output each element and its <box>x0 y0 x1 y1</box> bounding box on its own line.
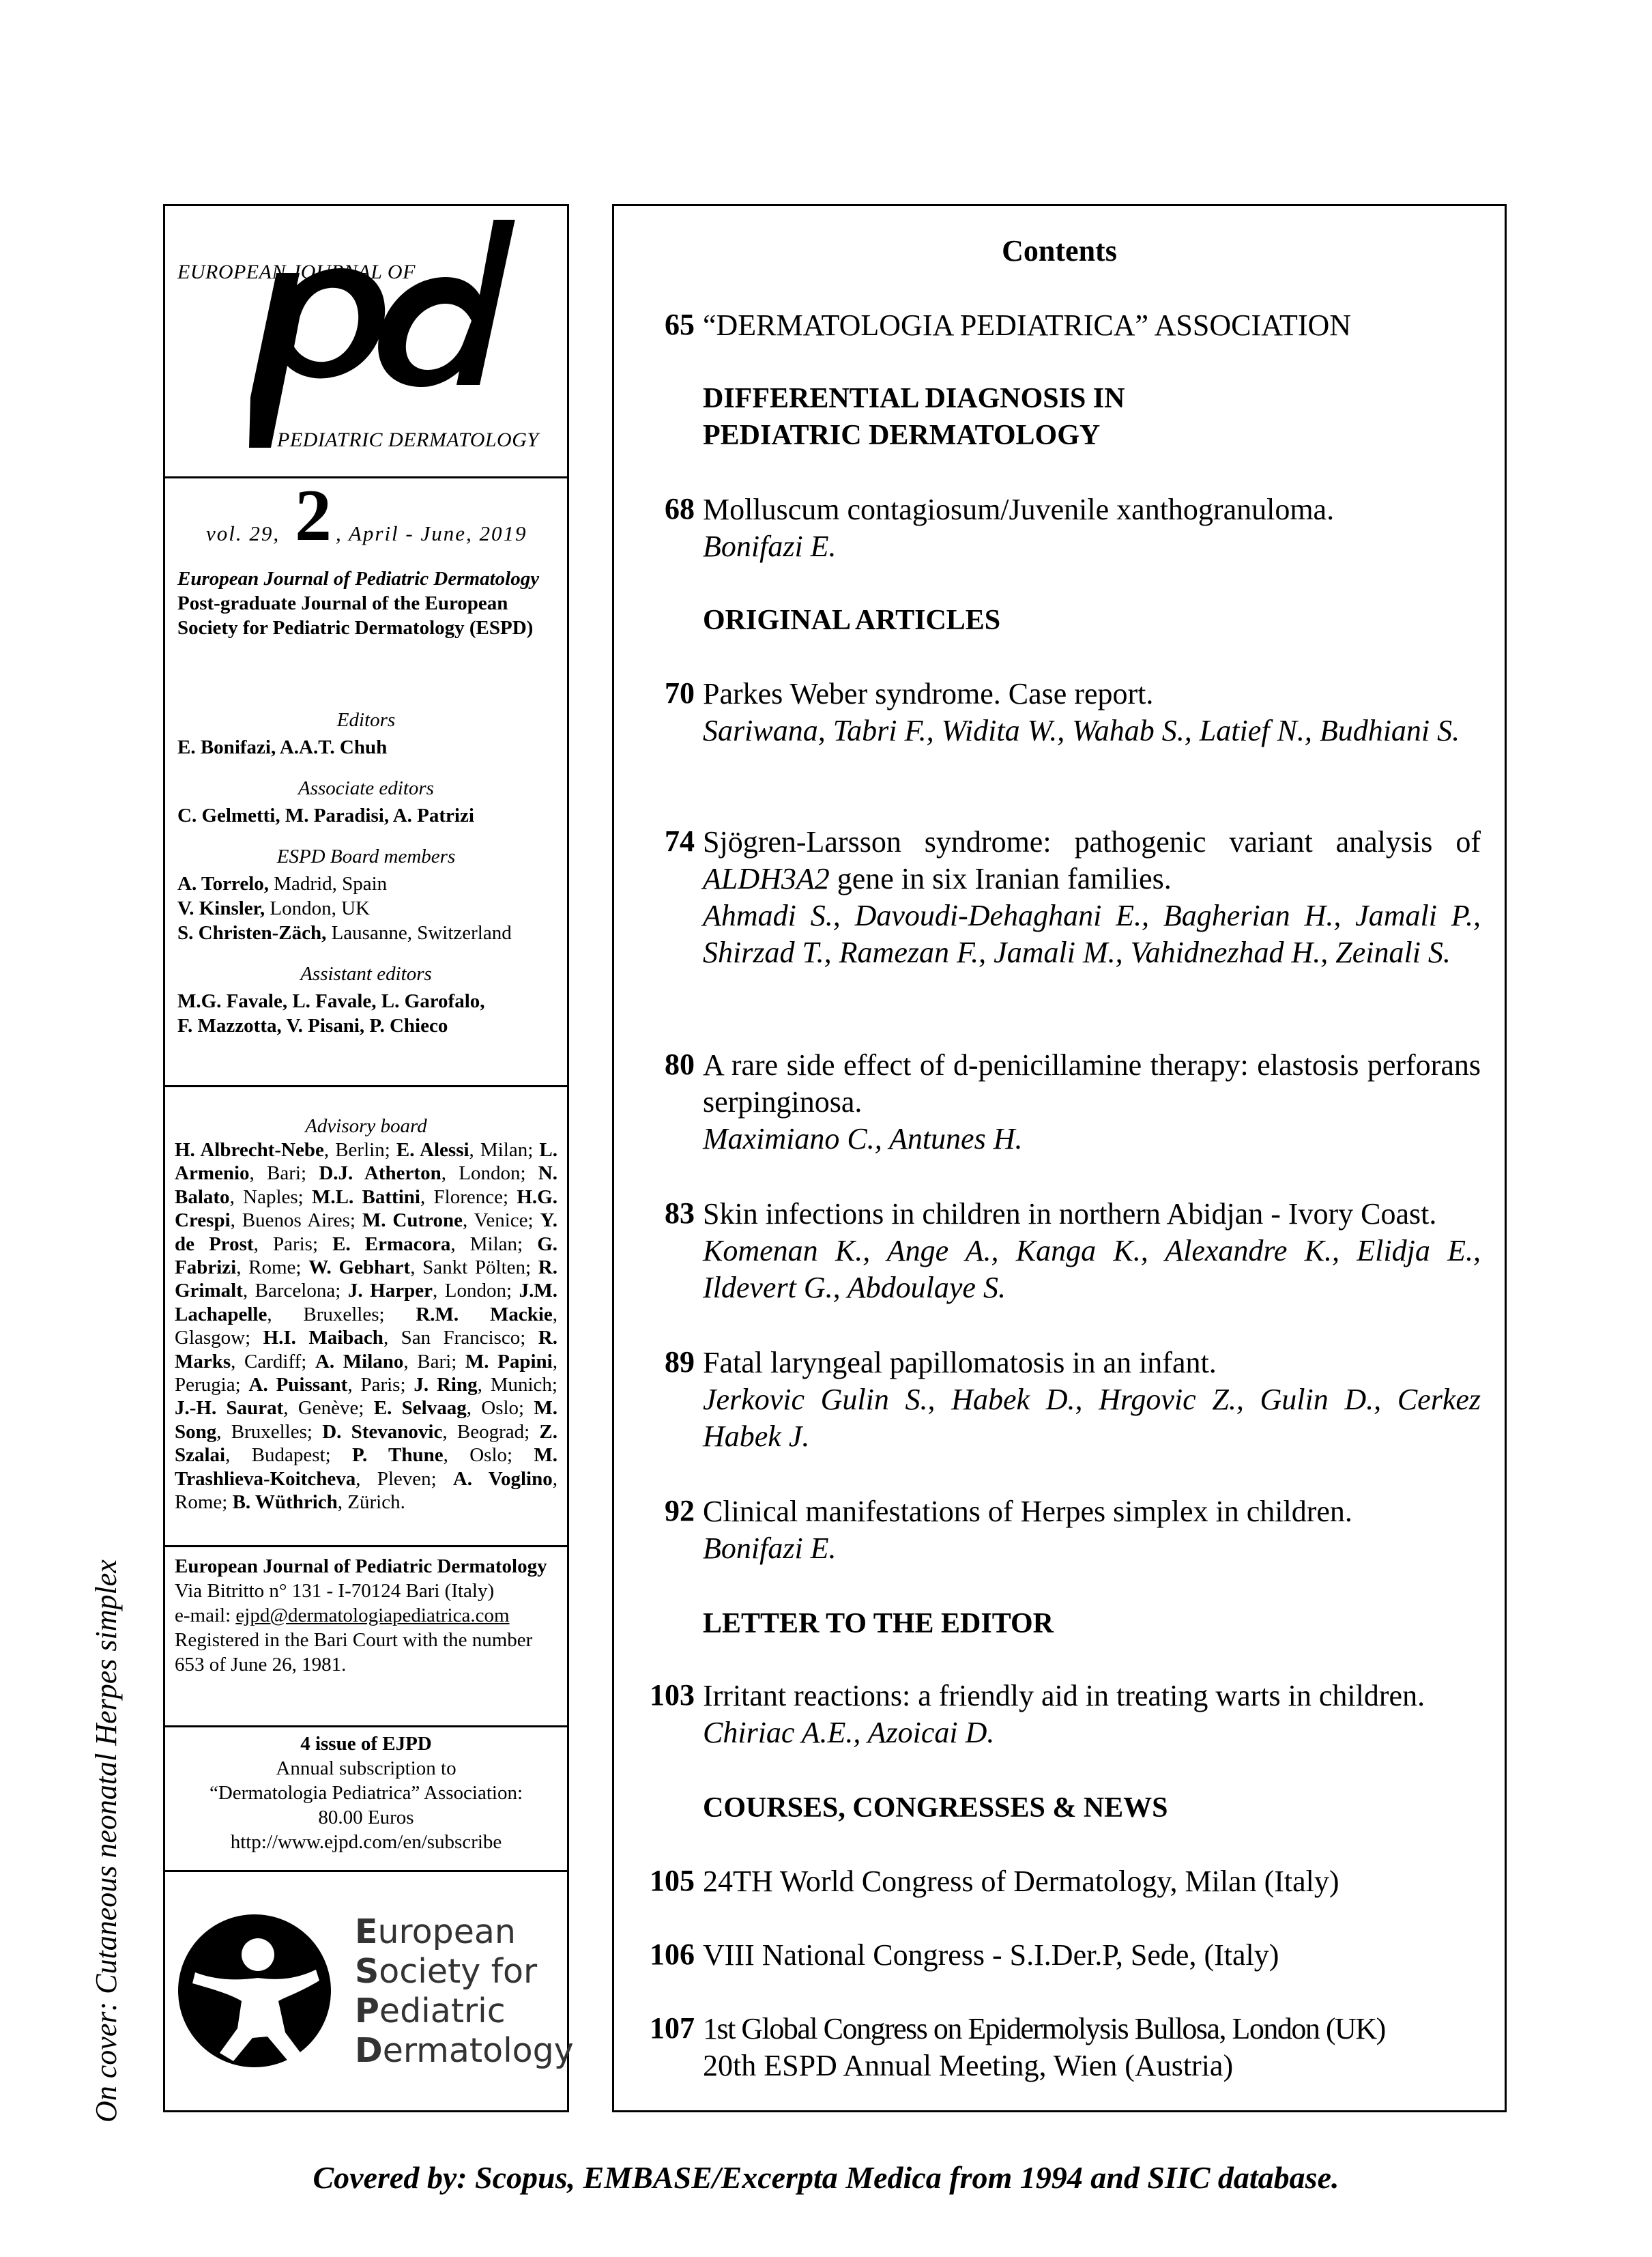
espd-figure-icon <box>176 1912 333 2069</box>
advisory-member: W. Gebhart, Sankt Pölten; <box>308 1256 538 1279</box>
espd-logo <box>165 1892 574 2097</box>
journal-logo <box>165 206 567 479</box>
indexing-footer: Covered by: Scopus, EMBASE/Excerpta Medica from 1994 and SIIC database. <box>313 2160 1339 2195</box>
address-registration: Registered in the Bari Court with the number 653 of June 26, 1981. <box>175 1629 533 1676</box>
advisory-member: M. Trashlieva-Koitcheva, Pleven; <box>175 1444 557 1490</box>
advisory-member: J. Ring, Munich; <box>414 1374 557 1396</box>
advisory-member: Z. Szalai, Budapest; <box>175 1420 557 1467</box>
advisory-members <box>175 1138 557 1514</box>
advisory-member: J.M. Lachapelle, Bruxelles; <box>175 1280 557 1325</box>
assistant-editors-names: M.G. Favale, L. Favale, L. Garofalo, <box>177 990 485 1012</box>
issue-number: 2 <box>295 475 332 556</box>
board-member: S. Christen-Zäch, Lausanne, Switzerland <box>177 922 512 944</box>
issue-date: , April - June, 2019 <box>336 521 527 545</box>
address-street: Via Bitritto n° 131 - I-70124 Bari (Italy) <box>175 1580 495 1602</box>
advisory-member: M. Song, Bruxelles; <box>175 1397 558 1443</box>
address-block <box>175 1554 557 1677</box>
advisory-member: M. Papini, Perugia; <box>175 1350 557 1396</box>
subscription-line: Annual subscription to <box>276 1757 457 1779</box>
espd-logo-text: European Society for Pediatric Dermatology <box>355 1912 574 2070</box>
subscription-block <box>172 1731 560 1854</box>
advisory-label: Advisory board <box>305 1115 427 1137</box>
advisory-member: M.L. Battini, Florence; <box>312 1185 517 1208</box>
logo-top-text: EUROPEAN JOURNAL OF <box>177 261 416 283</box>
volume-label: vol. 29, <box>206 521 280 545</box>
advisory-member: P. Thune, Oslo; <box>351 1444 534 1467</box>
board-member: A. Torrelo, Madrid, Spain <box>177 873 388 895</box>
editors-label: Editors <box>336 709 396 731</box>
advisory-member: E. Alessi, Milan; <box>396 1139 540 1161</box>
advisory-member: A. Puissant, Paris; <box>248 1374 414 1396</box>
email-link[interactable]: ejpd@dermatologiapediatrica.com <box>235 1605 510 1626</box>
advisory-member: D.J. Atherton, London; <box>319 1162 538 1185</box>
associate-editors-label: Associate editors <box>298 777 434 799</box>
board-label: ESPD Board members <box>276 846 456 867</box>
contents-column: Contents 65 “DERMATOLOGIA PEDIATRICA” ASSOCIATION DIFFERENTIAL DIAGNOSIS IN PEDIATRIC DERMATOLOGY 68 Molluscum contagiosum/Juvenile xanthogranuloma. Bonifazi E. ORIGINAL ARTICLES 70 Parkes Weber syndrome. Case report. Sariwana, Tabri F., Widita W., Wahab S., Latief N., Budhiani S. 74 Sjögren-Larsson syndrome: pathogenic variant analysis of ALDH3A2 gene in six Iranian families. Ahmadi S., Davoudi-Dehaghani E., Bagherian H., Jamali P., Shirzad T., Ramezan F., Jamali M., Vahidnezhad H., Zeinali S. 80 A rare side effect of d-penicillamine therapy: elastosis perforans serpinginosa. Maximiano C., Antunes H. 83 Skin infections in children in northern Abidjan - Ivory Coast. Komenan K., Ange A., Kanga K., Alexandre K., Elidja E., Ildevert G., Abdoulaye S. 89 Fatal laryngeal papillomatosis in an infant. Jerkovic Gulin S., Habek D., Hrgovic Z., Gulin D., Cerkez Habek J. 92 Clinical manifestations of Herpes simplex in children. Bonifazi E. LETTER TO THE EDITOR 103 Irritant reactions: a friendly aid in treating warts in children. Chiriac A.E., Azoicai D. COURSES, CONGRESSES & NEWS 105 24TH World Congress of Dermatology, Milan (Italy) 106 VIII National Congress - S.I.Der.P, Sede, (Italy) 107 1st Global Congress on Epidermolysis Bullosa, London (UK) 20th ESPD Annual Meeting, Wien (Austria) <box>612 204 1507 2112</box>
logo-bottom-text: PEDIATRIC DERMATOLOGY <box>277 429 539 451</box>
address-title: European Journal of Pediatric Dermatology <box>175 1555 547 1577</box>
cover-caption: On cover: Cutaneous neonatal Herpes simplex <box>89 1559 123 2123</box>
advisory-board <box>175 1114 557 1514</box>
advisory-member: G. Fabrizi, Rome; <box>175 1233 557 1279</box>
associate-editors-names: C. Gelmetti, M. Paradisi, A. Patrizi <box>177 805 474 826</box>
advisory-member: H.G. Crespi, Buenos Aires; <box>175 1185 557 1232</box>
advisory-member: E. Selvaag, Oslo; <box>373 1397 534 1420</box>
advisory-member: B. Wüthrich, Zürich. <box>232 1491 405 1514</box>
contents-title: Contents <box>1002 234 1117 268</box>
advisory-member: J. Harper, London; <box>347 1280 519 1302</box>
advisory-member: R.M. Mackie, Glasgow; <box>175 1303 558 1349</box>
address-email: e-mail: ejpd@dermatologiapediatrica.com <box>175 1605 510 1626</box>
subscription-price: 80.00 Euros <box>318 1807 414 1828</box>
subscription-url[interactable]: http://www.ejpd.com/en/subscribe <box>230 1831 502 1853</box>
board-member: V. Kinsler, London, UK <box>177 897 370 919</box>
advisory-member: R. Grimalt, Barcelona; <box>175 1256 557 1302</box>
advisory-member: Y. de Prost, Paris; <box>175 1209 558 1255</box>
advisory-member: L. Armenio, Bari; <box>175 1139 557 1185</box>
advisory-member: N. Balato, Naples; <box>175 1162 557 1208</box>
advisory-member: E. Ermacora, Milan; <box>332 1233 538 1255</box>
assistant-editors-names: F. Mazzotta, V. Pisani, P. Chieco <box>177 1015 448 1037</box>
volume-line <box>165 475 567 556</box>
advisory-member: R. Marks, Cardiff; <box>175 1327 557 1372</box>
journal-description: European Journal of Pediatric Dermatology Post-graduate Journal of the European Society for Pediatric Dermatology (ESPD) <box>177 568 540 639</box>
advisory-member: M. Cutrone, Venice; <box>362 1209 540 1232</box>
advisory-member: H. Albrecht-Nebe, Berlin; <box>175 1139 396 1161</box>
advisory-member: A. Voglino, Rome; <box>175 1467 557 1514</box>
assistant-editors-label: Assistant editors <box>300 963 432 985</box>
editors-names: E. Bonifazi, A.A.T. Chuh <box>177 736 388 758</box>
advisory-member: D. Stevanovic, Beograd; <box>322 1420 540 1443</box>
advisory-member: H.I. Maibach, San Francisco; <box>263 1327 538 1349</box>
subscription-line: “Dermatologia Pediatrica” Association: <box>209 1782 523 1804</box>
advisory-member: J.-H. Saurat, Genève; <box>175 1397 374 1420</box>
editors-block <box>177 708 555 1038</box>
subscription-title: 4 issue of EJPD <box>300 1733 432 1755</box>
journal-info-column <box>163 204 574 2112</box>
advisory-member: A. Milano, Bari; <box>315 1350 465 1372</box>
